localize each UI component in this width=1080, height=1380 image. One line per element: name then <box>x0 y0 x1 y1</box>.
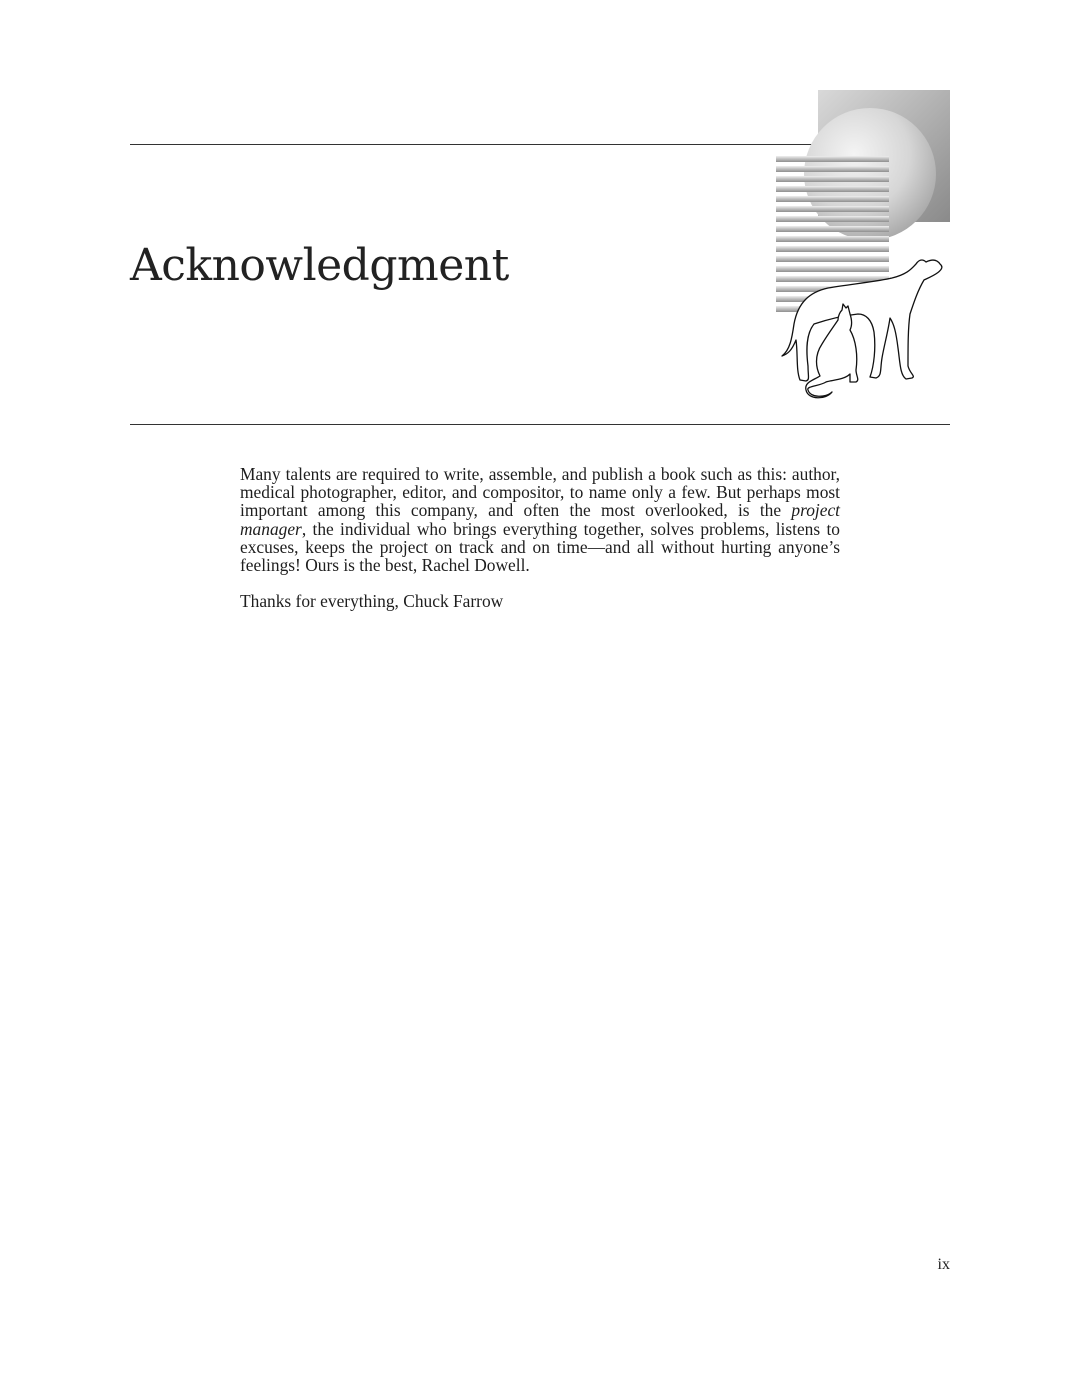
page-number: ix <box>937 1256 950 1273</box>
stripe <box>776 246 889 252</box>
bottom-rule <box>130 424 950 425</box>
stripe <box>776 216 889 222</box>
stripe <box>776 256 889 262</box>
stripe <box>776 186 889 192</box>
stripe <box>776 176 889 182</box>
signoff-paragraph: Thanks for everything, Chuck Farrow <box>240 591 504 612</box>
body-text-segment: , the individual who brings everything together, solves problems, listens to excuses, keeps the project on track and on time—and all without hurting anyone’s feelings! Ours is the best, Rachel Dowell. <box>240 518 840 576</box>
body-text-segment: Many talents are required to write, assemble, and publish a book such as this: author, medical photographer, editor, and compositor, to name only a few. But perhaps most important among this company, and often the most overlooked, is the <box>240 464 840 521</box>
stripe <box>776 156 889 162</box>
stripe <box>776 196 889 202</box>
stripe <box>776 226 889 232</box>
chapter-ornament <box>770 88 954 404</box>
stripe <box>776 236 889 242</box>
stripe <box>776 206 889 212</box>
chapter-title: Acknowledgment <box>130 240 509 291</box>
stripe <box>776 166 889 172</box>
stripe <box>776 266 889 272</box>
acknowledgment-body <box>240 465 840 610</box>
body-paragraph <box>240 465 840 574</box>
emphasis-text: project manager <box>240 500 840 539</box>
